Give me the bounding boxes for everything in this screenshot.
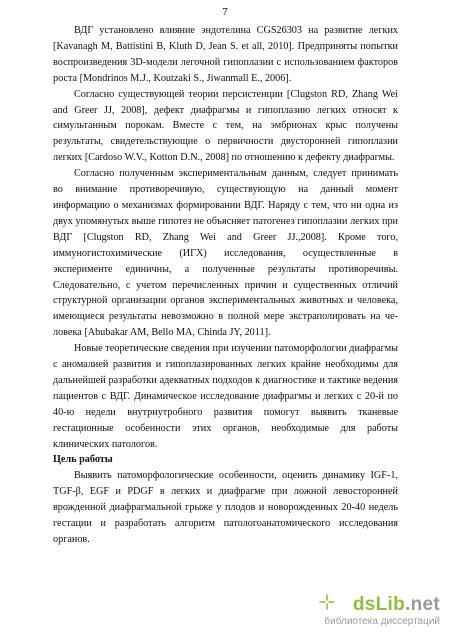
section-heading: Цель работы	[53, 454, 113, 466]
sparkle-icon	[318, 593, 336, 611]
watermark-logo-main: dsLib	[352, 594, 406, 615]
watermark-logo-suffix: .net	[405, 594, 440, 615]
paragraph-3: Согласно полученным экспериментальным данным, следует принимать во внимание противоречивую, существующую на данный момент информацию о механизмах формировании ВДГ. Наряду с тем, что ни одна из двух упомянутых выше гипотез не объясняет патогенез гипоплазии легких при ВДГ [Clugston RD, Zhang Wei and Greer JJ.,2008]. Кроме того, иммуногистохимические (ИГХ) исследования, осуществленные в эксперименте единичны, а полученные результаты противоречивы. Следовательно, с учетом перечисленных причин и существенных отличий структурной организации органов экспериментальных животных и человека, имеющиеся результаты невозможно в полной мере экстраполировать на человека [Abubakar AM, Bello MA, Chinda JY, 2011].	[53, 168, 398, 339]
paragraph-4: Новые теоретические сведения при изучении патоморфологии диафрагмы с аномалией развития и гипоплазированных легких крайне необходимы для дальнейшей разработки адекватных подходов к диагностике и тактике ведения пациентов с ВДГ. Динамическое исследование диафрагмы и легких с 20-й по 40-ю недели внутриутробного развития помогут выявить тканевые гестационные особенности этих органов, необходимые для работы клинических патологов.	[53, 343, 398, 450]
section-paragraph: Выявить патоморфологические особенности, оценить динамику IGF-1, TGF-β, EGF и PDGF в легких и диафрагме при ложной левосторонней врожденной диафрагмальной грыже у плодов и новорожденных 20-40 недель гестации и разработать алгоритм патологоанатомического исследования органов.	[53, 470, 398, 545]
paragraph-2: Согласно существующей теории персистенции [Clugston RD, Zhang Wei and Greer JJ, 2008], дефект диафрагмы и гипоплазию легких относят к симультанным порокам. Вместе с тем, на эмбрионах крыс получены результаты, свидетельствующие о первичности двусторонней гипоплазии легких [Cardoso W.V., Kotton D.N., 2008] по отношению к дефекту диафрагмы.	[53, 88, 398, 164]
watermark-subtitle: библиотека диссертаций	[324, 616, 440, 627]
page-number: 7	[222, 6, 228, 18]
document-body	[53, 23, 398, 548]
watermark-logo	[353, 595, 440, 615]
watermark	[290, 595, 440, 631]
paragraph-1: ВДГ установлено влияние эндотелина CGS26303 на развитие легких [Kavanagh M, Battistini B, Kluth D, Jean S. et all, 2010]. Предприняты попытки воспроизведения 3D-модели легочной гипоплазии с использованием факторов роста [Mondrinos M.J., Koutzaki S., Jiwanmall E., 2006].	[53, 25, 398, 84]
